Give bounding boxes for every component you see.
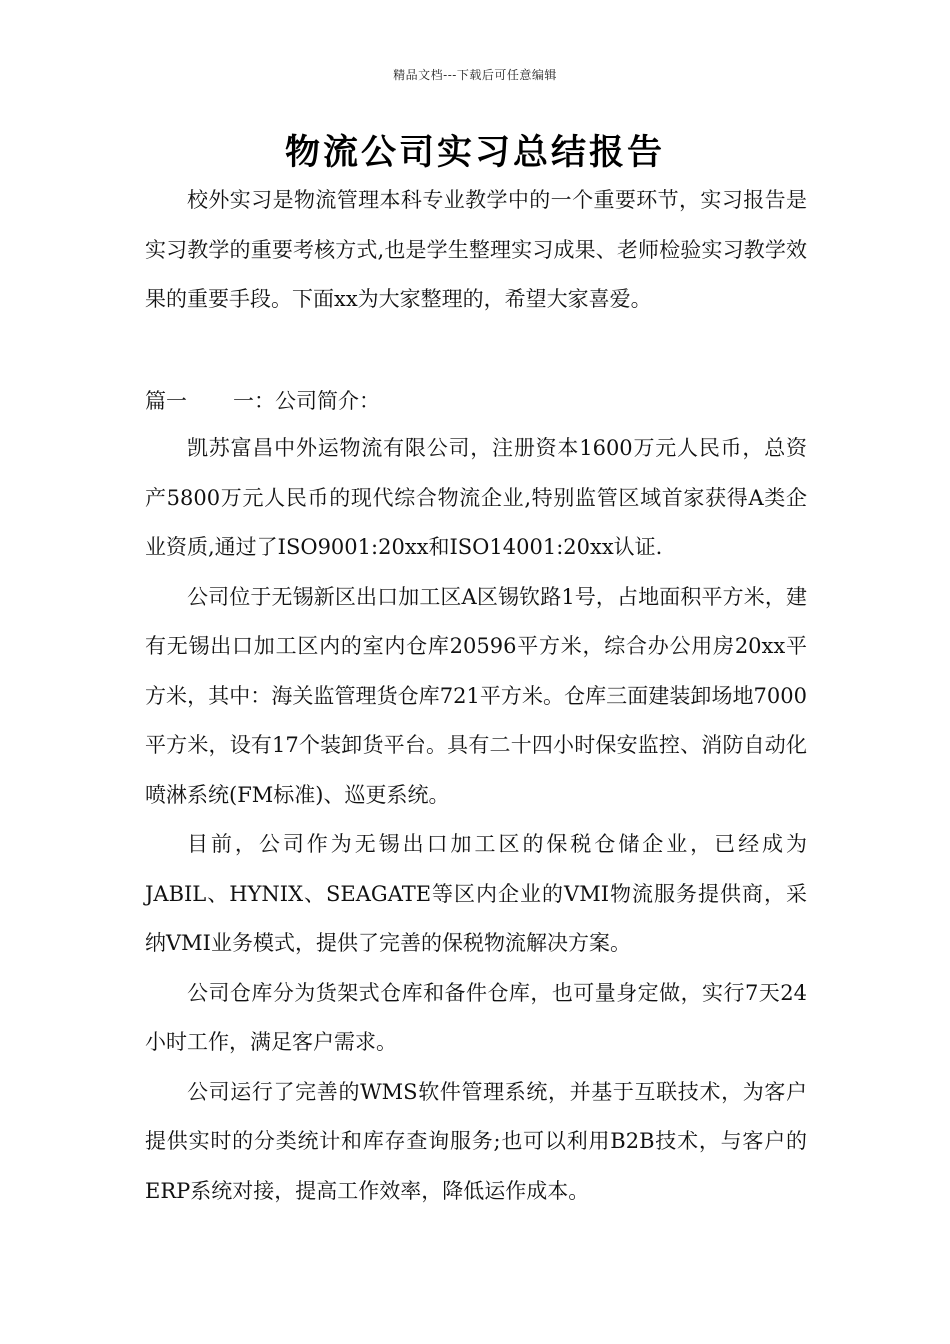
- body-paragraph: 公司位于无锡新区出口加工区A区锡钦路1号，占地面积平方米，建有无锡出口加工区内的室内仓库20596平方米，综合办公用房20xx平方米，其中：海关监管理货仓库721平方米。仓库三面建装卸场地7000平方米，设有17个装卸货平台。具有二十四小时保安监控、消防自动化喷淋系统(FM标准)、巡更系统。: [145, 584, 807, 807]
- body-paragraph: 公司运行了完善的WMS软件管理系统，并基于互联技术，为客户提供实时的分类统计和库存查询服务;也可以利用B2B技术，与客户的ERP系统对接，提高工作效率，降低运作成本。: [145, 1079, 807, 1203]
- section-label: 篇一: [145, 389, 187, 413]
- section-heading: 一：公司简介：: [233, 389, 380, 413]
- document-title: 物流公司实习总结报告: [284, 132, 665, 173]
- section-heading-line: [145, 383, 380, 419]
- body-paragraph: 目前，公司作为无锡出口加工区的保税仓储企业，已经成为JABIL、HYNIX、SEAGATE等区内企业的VMI物流服务提供商，采纳VMI业务模式，提供了完善的保税物流解决方案。: [145, 832, 807, 955]
- body-paragraph: 凯苏富昌中外运物流有限公司，注册资本1600万元人民币，总资产5800万元人民币的现代综合物流企业,特别监管区域首家获得A类企业资质,通过了ISO9001:20xx和ISO14001:20xx认证.: [145, 436, 807, 559]
- header-note: 精品文档---下载后可任意编辑: [393, 68, 557, 82]
- intro-block: [145, 176, 807, 325]
- intro-paragraph: 校外实习是物流管理本科专业教学中的一个重要环节，实习报告是实习教学的重要考核方式,也是学生整理实习成果、老师检验实习教学效果的重要手段。下面xx为大家整理的，希望大家喜爱。: [145, 188, 807, 311]
- body-paragraph: 公司仓库分为货架式仓库和备件仓库，也可量身定做，实行7天24小时工作，满足客户需求。: [145, 980, 807, 1054]
- main-body: [145, 424, 807, 1216]
